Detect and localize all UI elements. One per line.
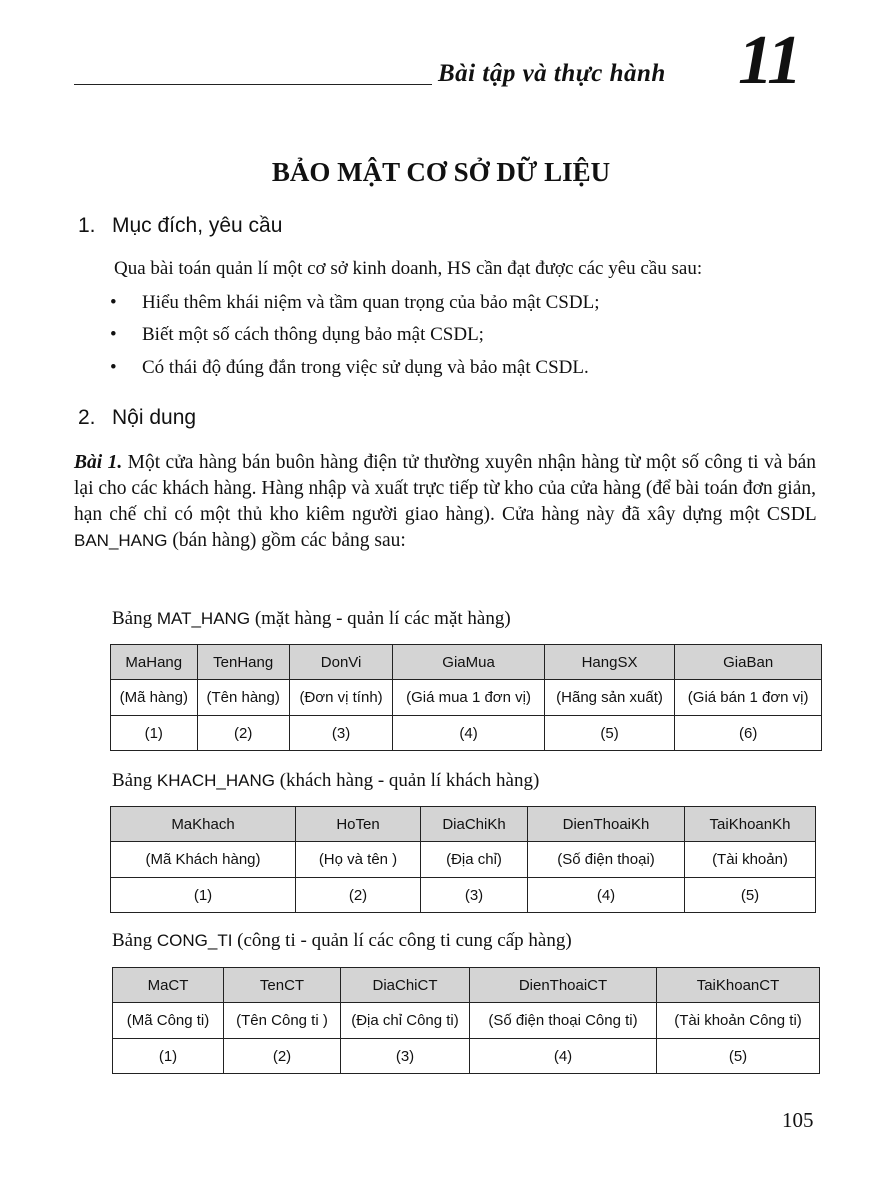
table-mat-hang — [110, 644, 822, 751]
description-cell: (Giá bán 1 đơn vị) — [675, 680, 822, 716]
index-cell: (5) — [544, 716, 675, 751]
index-cell: (1) — [111, 716, 198, 751]
bullet-icon: • — [110, 292, 117, 313]
index-cell: (1) — [113, 1039, 224, 1074]
bullet-item — [110, 292, 599, 314]
section-intro: Qua bài toán quản lí một cơ sở kinh doanh, HS cần đạt được các yêu cầu sau: — [114, 258, 703, 279]
description-cell: (Số điện thoại) — [528, 842, 685, 878]
bullet-text: Hiểu thêm khái niệm và tầm quan trọng của bảo mật CSDL; — [142, 292, 600, 313]
description-cell: (Tên Công ti ) — [224, 1003, 341, 1039]
header-cell: DienThoaiKh — [528, 807, 685, 842]
header-cell: MaHang — [111, 645, 198, 680]
description-cell: (Giá mua 1 đơn vị) — [393, 680, 544, 716]
exercise-paragraph — [74, 450, 816, 554]
section-number: 1. — [78, 214, 96, 237]
header-cell: GiaMua — [393, 645, 544, 680]
bullet-item — [110, 357, 589, 379]
header-cell: DonVi — [289, 645, 393, 680]
caption-prefix: Bảng — [112, 770, 153, 791]
index-cell: (3) — [341, 1039, 470, 1074]
header-cell: MaKhach — [111, 807, 296, 842]
description-cell: (Số điện thoại Công ti) — [470, 1003, 657, 1039]
table-caption-mat-hang — [112, 608, 511, 630]
table-name: MAT_HANG — [156, 609, 251, 628]
bullet-text: Có thái độ đúng đắn trong việc sử dụng và bảo mật CSDL. — [142, 357, 589, 378]
description-cell: (Tài khoản) — [685, 842, 816, 878]
table-cong-ti — [112, 967, 820, 1074]
section-heading-goals — [78, 214, 282, 238]
table-description-row — [111, 842, 816, 878]
description-cell: (Địa chỉ Công ti) — [341, 1003, 470, 1039]
index-cell: (2) — [224, 1039, 341, 1074]
table-description-row — [111, 680, 822, 716]
exercise-label: Bài 1. — [74, 452, 123, 473]
exercise-text-after: (bán hàng) gồm các bảng sau: — [172, 530, 406, 551]
database-name: BAN_HANG — [74, 531, 168, 550]
table-description-row — [113, 1003, 820, 1039]
description-cell: (Mã Công ti) — [113, 1003, 224, 1039]
index-cell: (3) — [289, 716, 393, 751]
section-heading-content — [78, 406, 196, 430]
table-caption-cong-ti — [112, 930, 572, 952]
bullet-item — [110, 324, 484, 346]
table-caption-khach-hang — [112, 770, 539, 792]
index-cell: (2) — [197, 716, 289, 751]
description-cell: (Tài khoản Công ti) — [657, 1003, 820, 1039]
index-cell: (4) — [528, 878, 685, 913]
caption-prefix: Bảng — [112, 608, 153, 629]
header-cell: HangSX — [544, 645, 675, 680]
description-cell: (Hãng sản xuất) — [544, 680, 675, 716]
index-cell: (6) — [675, 716, 822, 751]
table-khach-hang — [110, 806, 816, 913]
section-title: Nội dung — [112, 406, 197, 429]
table-header-row — [111, 807, 816, 842]
header-cell: TenHang — [197, 645, 289, 680]
header-cell: TaiKhoanKh — [685, 807, 816, 842]
index-cell: (3) — [421, 878, 528, 913]
header-cell: DiaChiKh — [421, 807, 528, 842]
description-cell: (Đơn vị tính) — [289, 680, 393, 716]
section-number: 2. — [78, 406, 96, 429]
section-title: Mục đích, yêu cầu — [112, 214, 283, 237]
index-cell: (5) — [685, 878, 816, 913]
table-index-row — [113, 1039, 820, 1074]
exercise-text-before: Một cửa hàng bán buôn hàng điện tử thường xuyên nhận hàng từ một số công ti và bán lại cho các khách hàng. Hàng nhập và xuất trực tiếp từ kho của cửa hàng (để bài toán đơn giản, hạn chế chỉ có một thủ kho kiêm người giao hàng). Cửa hàng này đã xây dựng một CSDL — [74, 452, 816, 525]
description-cell: (Tên hàng) — [197, 680, 289, 716]
table-name: KHACH_HANG — [156, 771, 275, 790]
index-cell: (4) — [393, 716, 544, 751]
table-header-row — [113, 968, 820, 1003]
description-cell: (Địa chỉ) — [421, 842, 528, 878]
bullet-icon: • — [110, 324, 117, 345]
chapter-header-title: Bài tập và thực hành — [438, 60, 666, 87]
header-rule — [74, 84, 432, 85]
caption-suffix: (công ti - quản lí các công ti cung cấp hàng) — [237, 930, 572, 951]
header-cell: DiaChiCT — [341, 968, 470, 1003]
header-cell: MaCT — [113, 968, 224, 1003]
index-cell: (5) — [657, 1039, 820, 1074]
index-cell: (4) — [470, 1039, 657, 1074]
index-cell: (1) — [111, 878, 296, 913]
caption-prefix: Bảng — [112, 930, 153, 951]
page-number: 105 — [782, 1108, 814, 1132]
header-cell: GiaBan — [675, 645, 822, 680]
bullet-text: Biết một số cách thông dụng bảo mật CSDL; — [142, 324, 484, 345]
caption-suffix: (mặt hàng - quản lí các mặt hàng) — [254, 608, 511, 629]
index-cell: (2) — [296, 878, 421, 913]
page-title: BẢO MẬT CƠ SỞ DỮ LIỆU — [271, 157, 611, 187]
header-cell: TenCT — [224, 968, 341, 1003]
header-cell: DienThoaiCT — [470, 968, 657, 1003]
chapter-header-number: 11 — [738, 22, 801, 99]
description-cell: (Mã Khách hàng) — [111, 842, 296, 878]
table-name: CONG_TI — [156, 931, 233, 950]
header-cell: TaiKhoanCT — [657, 968, 820, 1003]
table-header-row — [111, 645, 822, 680]
description-cell: (Họ và tên ) — [296, 842, 421, 878]
table-index-row — [111, 716, 822, 751]
bullet-icon: • — [110, 357, 117, 378]
caption-suffix: (khách hàng - quản lí khách hàng) — [279, 770, 540, 791]
table-index-row — [111, 878, 816, 913]
description-cell: (Mã hàng) — [111, 680, 198, 716]
header-cell: HoTen — [296, 807, 421, 842]
